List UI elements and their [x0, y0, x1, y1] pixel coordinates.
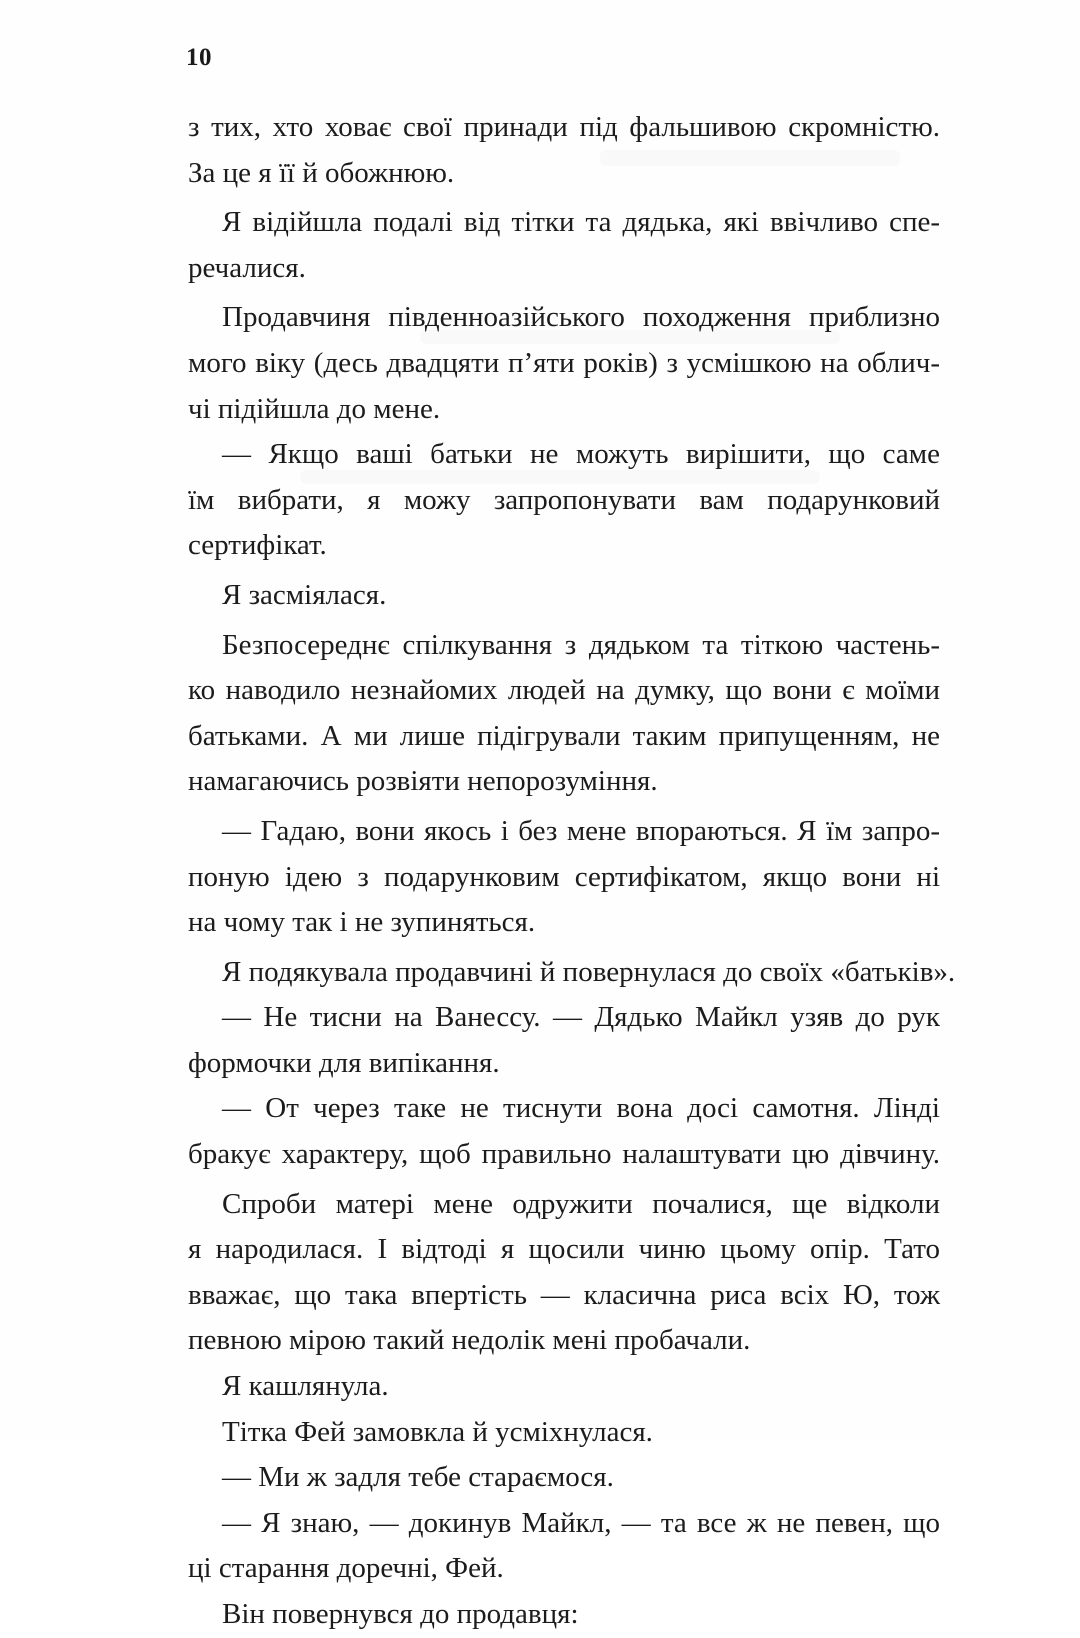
text-line: мого віку (десь двадцяти п’яти років) з усмішкою на облич- — [188, 346, 940, 379]
text-line: За це я її й обожнюю. — [188, 156, 455, 189]
text-line: Я кашлянула. — [222, 1370, 389, 1403]
text-line: чі підійшла до мене. — [188, 392, 441, 425]
text-line: поную ідею з подарунковим сертифікатом, якщо вони ні — [188, 860, 940, 893]
text-line: сертифікат. — [188, 529, 327, 562]
text-line: на чому так і не зупиняться. — [188, 906, 536, 939]
text-line: формочки для випікання. — [188, 1046, 500, 1079]
text-line: речалися. — [188, 251, 306, 284]
text-line: — Ми ж задля тебе стараємося. — [222, 1461, 614, 1494]
text-line: ці старання доречні, Фей. — [188, 1552, 504, 1585]
text-line: Тітка Фей замовкла й усміхнулася. — [222, 1415, 653, 1448]
page-number: 10 — [186, 44, 212, 71]
text-line: ко наводило незнайомих людей на думку, що вони є моїми — [188, 674, 940, 707]
text-line: намагаючись розвіяти непорозуміння. — [188, 765, 658, 798]
text-line: вважає, що така впертість — класична риса всіх Ю, тож — [188, 1278, 940, 1311]
text-line: Спроби матері мене одружити почалися, ще відколи — [222, 1187, 940, 1220]
text-line: — От через таке не тиснути вона досі самотня. Лінді — [222, 1092, 940, 1125]
text-line: батьками. А ми лише підігрували таким припущенням, не — [188, 719, 940, 752]
text-line: — Гадаю, вони якось і без мене впораються. Я їм запро- — [222, 814, 940, 847]
text-line: — Не тисни на Ванессу. — Дядько Майкл узяв до рук — [222, 1001, 940, 1034]
text-line: Продавчиня південноазійського походження приблизно — [222, 301, 940, 334]
text-line: — Я знаю, — докинув Майкл, — та все ж не певен, що — [222, 1506, 940, 1539]
text-line: певною мірою такий недолік мені пробачали. — [188, 1324, 751, 1357]
body-text — [188, 105, 956, 1638]
text-line: я народилася. І відтоді я щосили чиню цьому опір. Тато — [188, 1233, 940, 1266]
text-line: з тих, хто ховає свої принади під фальшивою скромністю. — [188, 111, 940, 143]
text-line: Він повернувся до продавця: — [222, 1598, 579, 1630]
text-line: — Якщо ваші батьки не можуть вирішити, що саме — [222, 438, 940, 471]
text-line: Безпосереднє спілкування з дядьком та тіткою частень- — [222, 628, 940, 661]
text-line: бракує характеру, щоб правильно налаштувати цю дівчину. — [188, 1138, 940, 1171]
text-line: Я відійшла подалі від тітки та дядька, які ввічливо спе- — [222, 206, 940, 239]
text-line: Я засміялася. — [222, 578, 387, 611]
text-line: їм вибрати, я можу запропонувати вам подарунковий — [188, 483, 940, 516]
text-line: Я подякувала продавчині й повернулася до своїх «батьків». — [222, 955, 956, 988]
